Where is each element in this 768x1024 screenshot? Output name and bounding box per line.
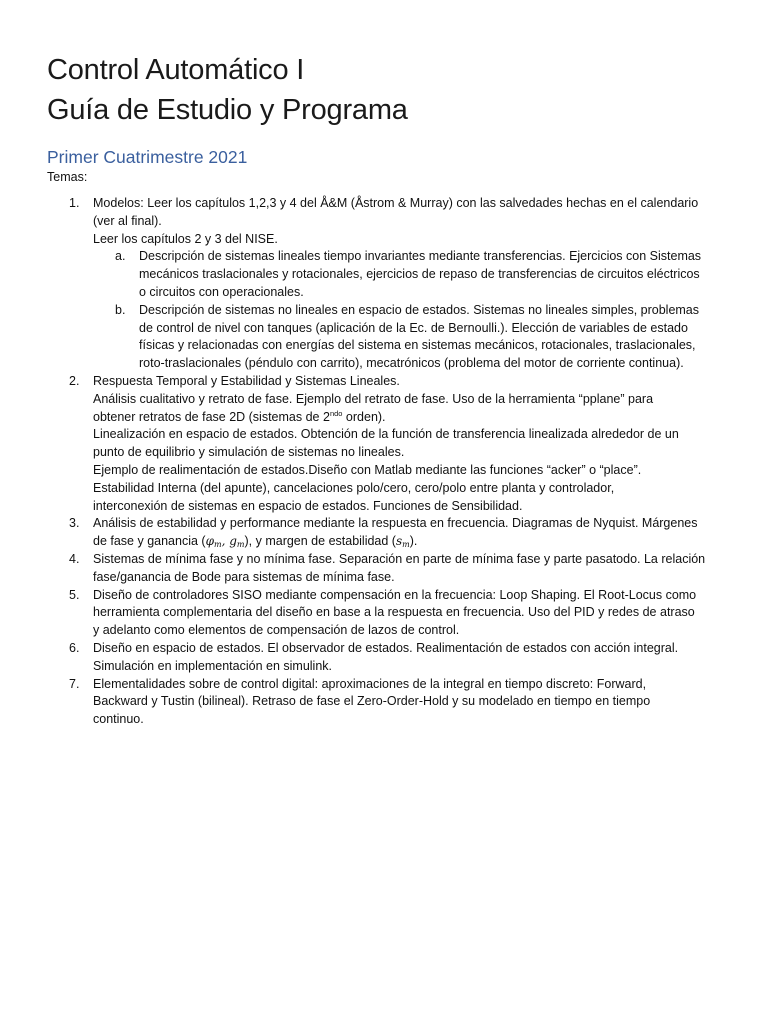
topic-line: continuo. [93, 712, 144, 727]
subtopic-item-a [93, 248, 727, 301]
subtopic-line: o circuitos con operacionales. [139, 284, 304, 299]
topic-line: Modelos: Leer los capítulos 1,2,3 y 4 del Å&M (Åstrom & Murray) con las salvedades hechas en el calendario [93, 196, 699, 210]
subtopic-letter: a. [115, 249, 126, 264]
subtopic-line: físicas y relacionadas con energías del sistema en sistemas mecánicos, rotacionales, traslacionales, [139, 338, 696, 353]
topic-number: 6. [69, 640, 80, 655]
topic-line: Diseño de controladores SISO mediante compensación en la frecuencia: Loop Shaping. El Root-Locus como [93, 587, 697, 602]
topic-line: Estabilidad Interna (del apunte), cancelaciones polo/cero, cero/polo entre planta y controlador, [93, 480, 615, 495]
topic-line: fase/ganancia de Bode para sistemas de mínima fase. [93, 569, 395, 584]
topic-line: Leer los capítulos 2 y 3 del NISE. [93, 231, 278, 246]
topic-item-3 [47, 515, 727, 551]
temas-label: Temas: [47, 170, 88, 184]
topic-line: Simulación en implementación en simulink. [93, 658, 333, 673]
s-symbol: s [395, 534, 403, 549]
topic-line: Respuesta Temporal y Estabilidad y Sistemas Lineales. [93, 373, 400, 388]
topic-number: 2. [69, 373, 80, 388]
topic-line: interconexión de sistemas en espacio de estados. Funciones de Sensibilidad. [93, 498, 523, 513]
line-text: ), y margen de estabilidad ( [244, 534, 396, 549]
phi-symbol: φ [205, 534, 214, 549]
math-subscript: m [213, 540, 222, 550]
title-line-2: Guía de Estudio y Programa [47, 94, 408, 126]
subtopics-list [93, 248, 727, 373]
document-title [47, 50, 727, 130]
topic-number: 5. [69, 587, 80, 602]
topic-item-4 [47, 551, 727, 587]
title-line-1: Control Automático I [47, 54, 305, 86]
topic-line: Diseño en espacio de estados. El observador de estados. Realimentación de estados con acción integral. [93, 640, 679, 655]
subtopic-line: Descripción de sistemas no lineales en espacio de estados. Sistemas no lineales simples, problemas [139, 302, 700, 317]
topic-line: Análisis de estabilidad y performance mediante la respuesta en frecuencia. Diagramas de Nyquist. Márgenes [93, 516, 698, 531]
topic-line: Backward y Tustin (bilineal). Retraso de fase el Zero-Order-Hold y su modelado en tiempo en tiempo [93, 694, 651, 709]
g-symbol: g [229, 534, 237, 549]
topic-line: Análisis cualitativo y retrato de fase. Ejemplo del retrato de fase. Uso de la herramienta “pplane” para [93, 391, 654, 406]
math-subscript: m [402, 540, 410, 550]
document-subtitle: Primer Cuatrimestre 2021 [47, 147, 248, 167]
topic-line: (ver al final). [93, 213, 162, 228]
topic-line: Sistemas de mínima fase y no mínima fase. Separación en parte de mínima fase y parte pasatodo. La relación [93, 551, 706, 566]
topic-item-6 [47, 640, 727, 676]
subtopic-line: roto-traslacionales (péndulo con carrito), mecatrónicos (problema del motor de corriente continua). [139, 356, 684, 371]
topic-number: 1. [69, 196, 80, 210]
subtopic-line: mecánicos traslacionales y rotacionales, ejercicios de repaso de transferencias de circuitos eléctricos [139, 267, 700, 282]
topic-line [93, 533, 727, 551]
topic-number: 3. [69, 516, 80, 531]
line-text: obtener retratos de fase 2D (sistemas de 2 [93, 409, 330, 424]
topic-item-2 [47, 373, 727, 515]
topics-list [47, 195, 727, 729]
line-text: orden). [342, 409, 386, 424]
topic-item-7 [47, 676, 727, 729]
subtopic-item-b [93, 302, 727, 373]
topic-item-1 [47, 195, 727, 373]
topic-item-5 [47, 587, 727, 640]
document-page [47, 50, 727, 729]
subtopic-letter: b. [115, 302, 126, 317]
topic-line: punto de equilibrio y simulación de sistemas no lineales. [93, 445, 405, 460]
topic-line: Linealización en espacio de estados. Obtención de la función de transferencia linealizada alrededor de un [93, 427, 679, 442]
math-comma: , [221, 534, 230, 549]
line-text: de fase y ganancia ( [93, 534, 206, 549]
topic-number: 7. [69, 676, 80, 691]
topic-number: 4. [69, 551, 80, 566]
superscript: ndo [329, 408, 343, 418]
topic-line: y adelanto como elementos de compensación de lazos de control. [93, 623, 460, 638]
math-subscript: m [236, 540, 245, 550]
topic-line [93, 409, 727, 427]
subtopic-line: Descripción de sistemas lineales tiempo invariantes mediante transferencias. Ejercicios con Sistemas [139, 249, 702, 264]
topic-line: Elementalidades sobre de control digital: aproximaciones de la integral en tiempo discreto: Forward, [93, 676, 647, 691]
topic-line: Ejemplo de realimentación de estados.Diseño con Matlab mediante las funciones “acker” o “place”. [93, 462, 642, 477]
topic-line: herramienta complementaria del diseño en base a la respuesta en frecuencia. Uso del PID y redes de atraso [93, 605, 695, 620]
subtopic-line: de control de nivel con tanques (aplicación de la Ec. de Bernoulli.). Elección de variables de estado [139, 320, 688, 335]
line-text: ). [409, 534, 418, 549]
